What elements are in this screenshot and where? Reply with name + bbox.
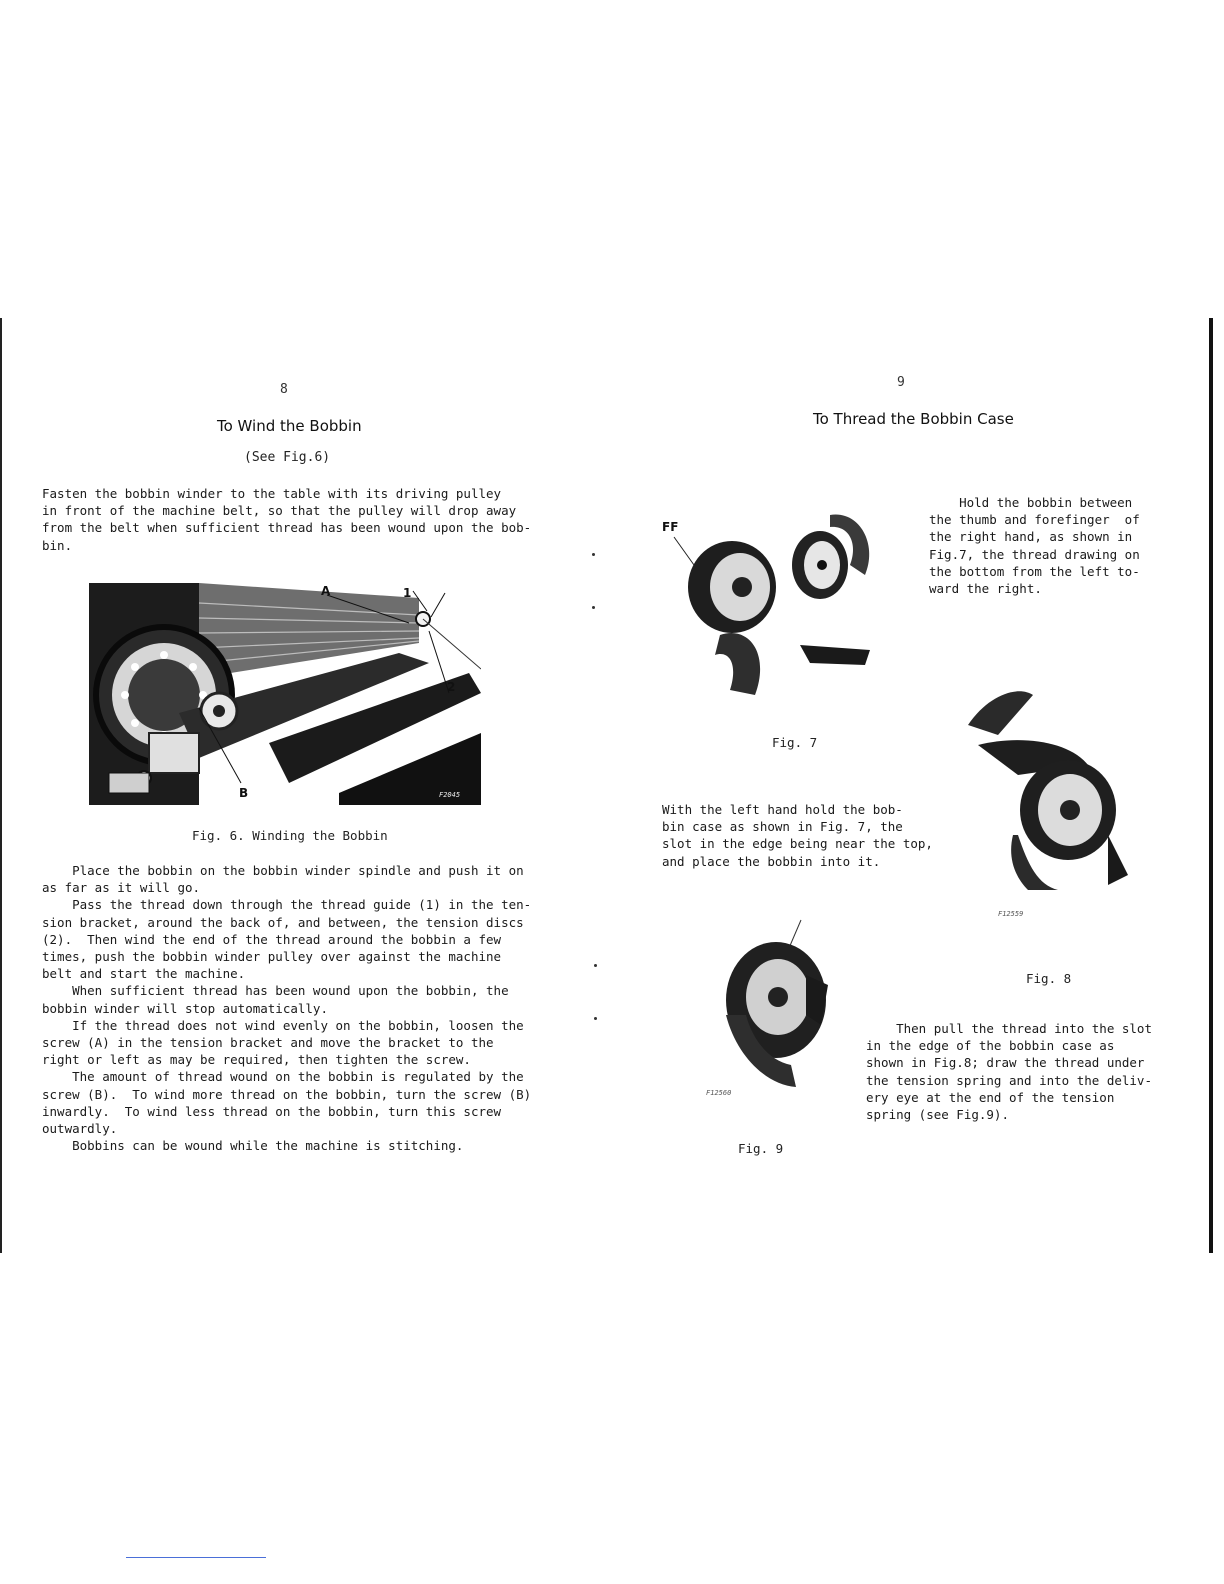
speck [594,1017,597,1020]
left-page-edge [0,318,2,1253]
right-page-edge [1209,318,1213,1253]
callout-a: A [321,584,331,598]
winding-instructions: Place the bobbin on the bobbin winder spindle and push it on as far as it will go. Pass the thread down through the thread guide (1) in the ten- sion bracket, around the back of, and between, the tension discs (2). Then wind the end of the thread around the bobbin a few times, push the bobbin winder pulley over against the machine belt and start the machine. When sufficient thread has been wound upon the bobbin, the bobbin winder will stop automatically. If the thread does not wind evenly on the bobbin, loosen the screw (A) in the tension bracket and move the bracket to the right or left as may be required, then tighten the screw. The amount of thread wound on the bobbin is regulated by the screw (B). To wind more thread on the bobbin, turn the screw (B) inwardly. To wind less thread on the bobbin, turn this screw outwardly. Bobbins can be wound while the machine is stitching. [42,863,532,1154]
left-page-subtitle: (See Fig.6) [244,450,331,465]
figure-9-photo [706,915,831,1090]
intro-paragraph: Fasten the bobbin winder to the table with its driving pulley in front of the machine belt, so that the pulley will drop away from the belt when sufficient thread has been wound upon the bob- bin. [42,486,532,553]
figure-7-photo [660,505,880,705]
footer-underline [126,1557,266,1558]
figure-8-caption: Fig. 8 [1026,971,1072,986]
left-page-title: To Wind the Bobbin [217,417,362,435]
callout-1: 1 [403,586,412,600]
figure-6-illustration [89,583,481,805]
figure-8-photo [958,685,1138,895]
speck [594,964,597,967]
callout-b: B [239,786,249,800]
speck [592,606,595,609]
speck [592,553,595,556]
callout-2: 2 [447,680,456,694]
figure-7-description: Hold the bobbin between the thumb and forefinger of the right hand, as shown in Fig.7, the thread drawing on the bottom from the left to- ward the right. [929,495,1140,597]
left-page-number: 8 [280,382,288,397]
figure-7-illustration [660,505,880,705]
figure-8-illustration [958,685,1138,895]
figure-9-caption: Fig. 9 [738,1141,784,1156]
figure-8-code: F12559 [998,910,1024,918]
figure-6-caption: Fig. 6. Winding the Bobbin [192,828,388,843]
figure-8-description: Then pull the thread into the slot in the edge of the bobbin case as shown in Fig.8; draw the thread under the tension spring and into the deliv- ery eye at the end of the tension spring (see Fig.9). [866,1021,1152,1123]
figure-7-caption: Fig. 7 [772,735,818,750]
figure-7-ff-label: FF [662,520,679,534]
right-page-title: To Thread the Bobbin Case [813,410,1014,428]
figure-9-code: F12560 [706,1089,732,1097]
figure-6-code: F2045 [439,791,461,799]
figure-7-followup-text: With the left hand hold the bob- bin case as shown in Fig. 7, the slot in the edge being near the top, and place the bobbin into it. [662,802,933,869]
figure-9-illustration [706,915,831,1090]
figure-6-winding-bobbin [89,583,481,805]
right-page-number: 9 [897,375,905,390]
